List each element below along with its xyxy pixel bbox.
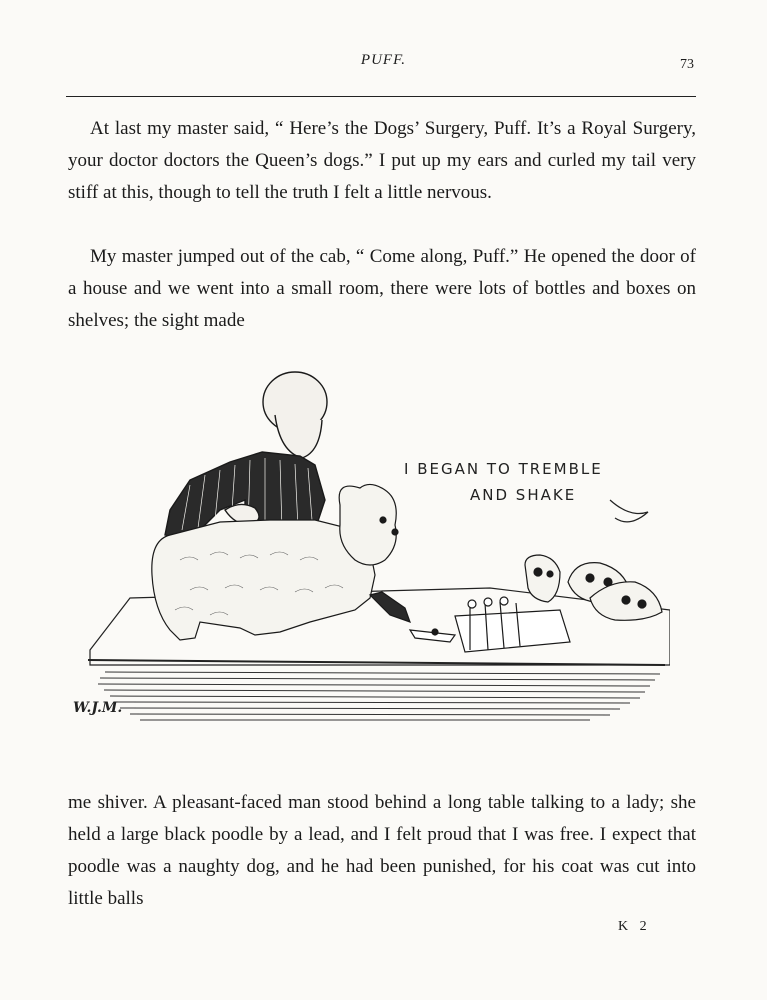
man-figure (165, 372, 327, 540)
paragraph-1: At last my master said, “ Here’s the Dogs’ Surgery, Puff. It’s a Royal Surgery, your doctor doctors the Queen’s dogs.” I put up my ears and curled my tail very stiff at this, though to tell the truth I felt a little nervous. (68, 118, 696, 203)
paragraph-3: me shiver. A pleasant-faced man stood behind a long table talking to a lady; she held a large black poodle by a lead, and I felt proud that I was free. I expect that poodle was a naughty dog, and he had been punished, for his coat was cut into little balls (68, 792, 696, 909)
running-title: PUFF. (360, 52, 407, 68)
caption-line-2: AND SHAKE (470, 486, 577, 504)
paragraph-2: My master jumped out of the cab, “ Come along, Puff.” He opened the door of a house and we went into a small room, there were lots of bottles and boxes on shelves; the sight made (68, 246, 696, 331)
caption-line-1: I BEGAN TO TREMBLE (404, 460, 603, 478)
page-number: 73 (680, 57, 694, 72)
table-edge (88, 660, 665, 665)
artist-monogram: W.J.M. (73, 700, 123, 716)
engraving-drawing (70, 360, 670, 740)
illustration-caption (404, 456, 634, 508)
table-grain (98, 672, 660, 720)
header-rule (66, 96, 696, 97)
signature-mark: K 2 (618, 919, 651, 934)
surgical-tools (410, 597, 570, 652)
illustration (70, 360, 670, 740)
